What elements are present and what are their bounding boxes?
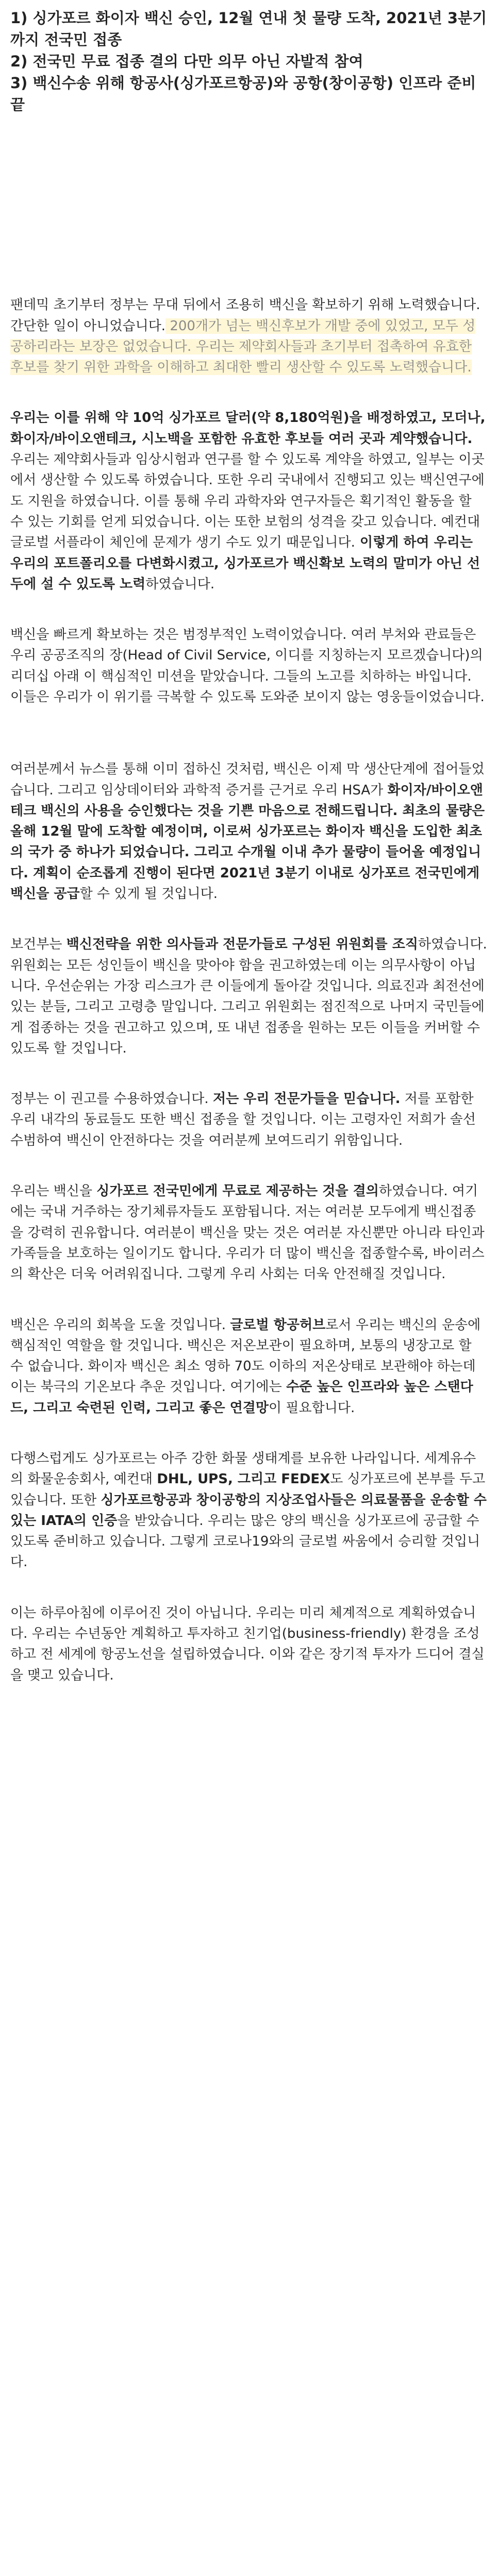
paragraph-text: 하였습니다. <box>145 576 215 592</box>
paragraph-text: 우리는 백신을 <box>10 1183 97 1199</box>
paragraph-text: 이 필요합니다. <box>269 1400 355 1416</box>
paragraph-5 <box>0 934 498 1059</box>
paragraph-text: 정부는 이 권고를 수용하였습니다. <box>10 1091 213 1107</box>
bold-text: DHL, UPS, 그리고 FEDEX <box>157 1471 330 1487</box>
headline-item: 1) 싱가포르 화이자 백신 승인, 12월 연내 첫 물량 도착, 2021년 3분기까지 전국민 접종 <box>10 9 487 49</box>
bold-text: 싱가포르 전국민에게 무료로 제공하는 것을 결의 <box>96 1183 379 1199</box>
paragraph-text: 도 싱가포르에 본부를 두고 있습니다. 또한 <box>10 1471 486 1508</box>
paragraph-text: 하였습니다. 여기에는 국내 거주하는 장기체류자들도 포함됩니다. 저는 여러분 모두에게 백신접종을 강력히 권유합니다. 여러분이 백신을 맞는 것은 여러분 자신뿐만 아니라 타인과 가족들을 보호하는 일이기도 합니다. 우리가 더 많이 백신을 접종할수록, 바이러스의 확산은 더욱 어려워집니다. 그렇게 우리 사회는 더욱 안전해질 것입니다. <box>10 1183 485 1282</box>
paragraph-text: 우리는 제약회사들과 임상시험과 연구를 할 수 있도록 계약을 하였고, 일부는 이곳에서 생산할 수 있도록 하였습니다. 또한 우리 국내에서 진행되고 있는 백신연구에도 지원을 하였습니다. 이를 통해 우리 과학자와 연구자들은 획기적인 활동을 할 수 있는 기회를 얻게 되었습니다. 이는 또한 보험의 성격을 갖고 있습니다. 예컨대 글로벌 서플라이 체인에 문제가 생기 수도 있기 때문입니다. <box>10 452 485 551</box>
bold-text: 글로벌 항공허브 <box>230 1317 326 1333</box>
bold-text: 싱가포르항공과 창이공항의 지상조업사들은 의료물품을 운송할 수 있는 IATA의 인증 <box>10 1492 487 1529</box>
paragraph-text: 하였습니다. 위원회는 모든 성인들이 백신을 맞아야 함을 권고하였는데 이는 의무사항이 아닙니다. 우선순위는 가장 리스크가 큰 이들에게 돌아갈 것입니다. 의료진과 최전선에 있는 분들, 그리고 고령층 말입니다. 그리고 위원회는 점진적으로 나머지 국민들에게 접종하는 것을 권고하고 있으며, 또 내년 접종을 원하는 모든 이들을 커버할 수 있도록 할 것입니다. <box>10 937 487 1056</box>
paragraph-text: 저를 포함한 우리 내각의 동료들도 또한 백신 접종을 할 것입니다. 이는 고령자인 저희가 솔선수범하여 백신이 안전하다는 것을 여러분께 보여드리기 위함입니다. <box>10 1091 476 1148</box>
paragraph-text: 보건부는 <box>10 937 67 953</box>
paragraph-text: 여러분께서 뉴스를 통해 이미 접하신 것처럼, 백신은 이제 막 생산단계에 접어들었습니다. 그리고 임상데이터와 과학적 증거를 근거로 우리 HSA가 <box>10 761 485 798</box>
bold-text: 백신전략을 위한 의사들과 전문가들로 구성된 위원회를 조직 <box>66 937 418 953</box>
paragraph-3: 백신을 빠르게 확보하는 것은 범정부적인 노력이었습니다. 여러 부처와 관료들은 우리 공공조직의 장(Head of Civil Service, 이디를 지칭하는지 모르겠습니다)의 리더십 아래 이 핵심적인 미션을 맡았습니다. 그들의 노고를 치하하는 바입니다. 이들은 우리가 이 위기를 극복할 수 있도록 도와준 보이지 않는 영웅들이었습니다. <box>10 627 485 705</box>
bold-text: 화이자/바이오앤테크 백신의 사용을 승인했다는 것을 기쁜 마음으로 전해드립니다. 최초의 물량은 올해 12월 말에 도착할 예정이며, 이로써 싱가포르는 화이자 백신을 도입한 최초의 국가 중 하나가 되었습니다. 그리고 수개월 이내 추가 물량이 들어올 예정입니다. 계획이 순조롭게 진행이 된다면 2021년 3분기 이내로 싱가포르 전국민에게 백신을 공급 <box>10 782 485 902</box>
paragraph-9 <box>0 1448 498 1573</box>
paragraph-1 <box>0 295 498 378</box>
paragraph-text: 을 받았습니다. 우리는 많은 양의 백신을 싱가포르에 공급할 수 있도록 준비하고 있습니다. 그렇게 코로나19와의 글로벌 싸움에서 승리할 것입니다. <box>10 1513 480 1570</box>
headline-item: 3) 백신수송 위해 항공사(싱가포르항공)와 공항(창이공항) 인프라 준비 끝 <box>10 74 476 114</box>
bold-text: 수준 높은 인프라와 높은 스탠다드, 그리고 숙련된 인력, 그리고 좋은 연결망 <box>10 1379 473 1416</box>
paragraph-text: 다행스럽게도 싱가포르는 아주 강한 화물 생태계를 보유한 나라입니다. 세계유수의 화물운송회사, 예컨대 <box>10 1451 476 1487</box>
headline-item: 2) 전국민 무료 접종 결의 다만 의무 아닌 자발적 참여 <box>10 53 363 71</box>
paragraph-text: 백신은 우리의 회복을 도울 것입니다. <box>10 1317 230 1333</box>
paragraph-4 <box>0 759 498 904</box>
paragraph-7 <box>0 1181 498 1284</box>
paragraph-text: 할 수 있게 될 것입니다. <box>79 886 218 902</box>
paragraph-10: 이는 하루아침에 이루어진 것이 아닙니다. 우리는 미리 체계적으로 계획하였습니다. 우리는 수년동안 계획하고 투자하고 친기업(business-friendly) 환경을 조성하고 전 세계에 항공노선을 설립하였습니다. 이와 같은 장기적 투자가 드디어 결실을 맺고 있습니다. <box>10 1605 485 1683</box>
paragraph-text: 팬데믹 초기부터 정부는 무대 뒤에서 조용히 백신을 확보하기 위해 노력했습니다. 간단한 일이 아니었습니다. <box>10 297 480 334</box>
bold-text: 우리는 이를 위해 약 10억 싱가포르 달러(약 8,180억원)을 배정하였고, 모더나, 화이자/바이오앤테크, 시노백을 포함한 유효한 후보들 여러 곳과 계약했습니다. <box>10 410 486 447</box>
paragraph-8 <box>0 1315 498 1418</box>
bold-text: 이렇게 하여 우리는 우리의 포트폴리오를 다변화시켰고, 싱가포르가 백신확보 노력의 말미가 아닌 선두에 설 수 있도록 노력 <box>10 535 480 592</box>
paragraph-2 <box>0 408 498 595</box>
headline-list <box>0 0 498 121</box>
bold-text: 저는 우리 전문가들을 믿습니다. <box>212 1091 401 1107</box>
paragraph-6 <box>0 1089 498 1151</box>
highlighted-text: 200개가 넘는 백신후보가 개발 중에 있었고, 모두 성공하리라는 보장은 없었습니다. 우리는 제약회사들과 초기부터 접촉하여 유효한 후보를 찾기 위한 과학을 이해하고 최대한 빨리 생산할 수 있도록 노력했습니다. <box>10 318 476 376</box>
paragraph-text: 로서 우리는 백신의 운송에 핵심적인 역할을 할 것입니다. 백신은 저온보관이 필요하며, 보통의 냉장고로 할 수 없습니다. 화이자 백신은 최소 영하 70도 이하의 저온상태로 보관해야 하는데 이는 북극의 기온보다 추운 것입니다. 여기에는 <box>10 1317 481 1395</box>
